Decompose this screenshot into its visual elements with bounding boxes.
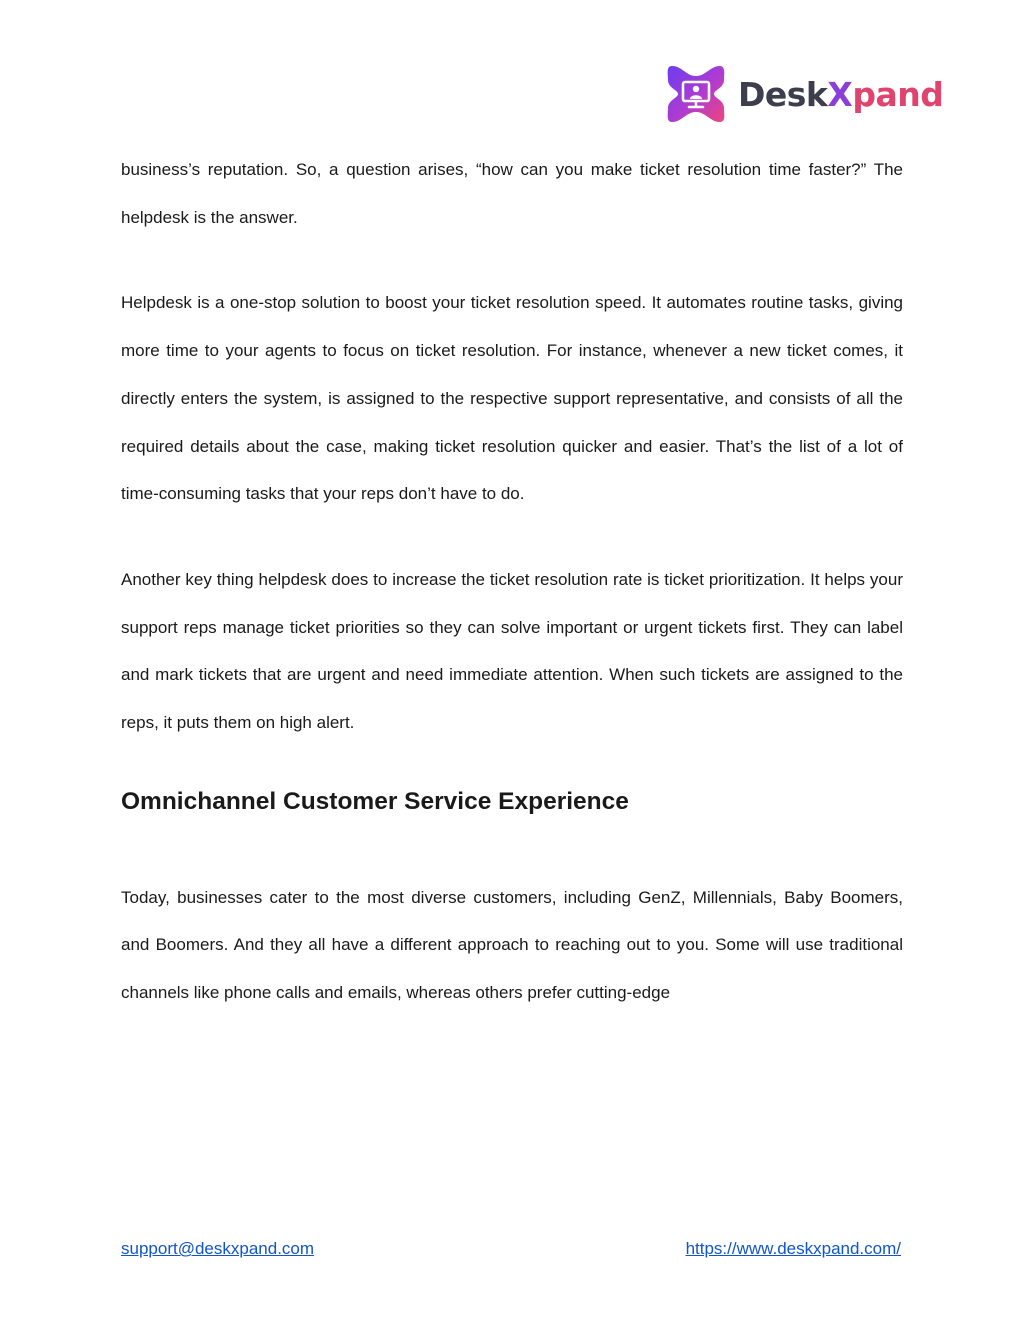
paragraph: Another key thing helpdesk does to increase the ticket resolution rate is ticket prioritization. It helps your support reps manage ticket priorities so they can solve important or urgent tickets first. They can label and mark tickets that are urgent and need immediate attention. When such tickets are assigned to the reps, it puts them on high alert. (121, 569, 903, 733)
paragraph: Today, businesses cater to the most diverse customers, including GenZ, Millennials, Baby Boomers, and Boomers. And they all have a different approach to reaching out to you. Some will use traditional channels like phone calls and emails, whereas others prefer cutting-edge (121, 887, 903, 1003)
brand-logo (664, 60, 943, 128)
section-heading: Omnichannel Customer Service Experience (121, 787, 629, 815)
brand-wordmark-x: X (827, 74, 853, 114)
paragraph: business’s reputation. So, a question arises, “how can you make ticket resolution time faster?” The helpdesk is the answer. (121, 160, 903, 227)
monitor-with-person-icon (664, 62, 728, 126)
website-link[interactable]: https://www.deskxpand.com/ (685, 1239, 901, 1258)
document-body (121, 146, 903, 1017)
support-email-link[interactable]: support@deskxpand.com (121, 1239, 315, 1258)
brand-wordmark (738, 74, 944, 114)
paragraph: Helpdesk is a one-stop solution to boost your ticket resolution speed. It automates routine tasks, giving more time to your agents to focus on ticket resolution. For instance, whenever a new ticket comes, it directly enters the system, is assigned to the respective support representative, and consists of all the required details about the case, making ticket resolution quicker and easier. That’s the list of a lot of time-consuming tasks that your reps don’t have to do. (121, 293, 903, 504)
brand-wordmark-desk: Desk (738, 74, 828, 114)
brand-wordmark-pand: pand (852, 74, 944, 114)
